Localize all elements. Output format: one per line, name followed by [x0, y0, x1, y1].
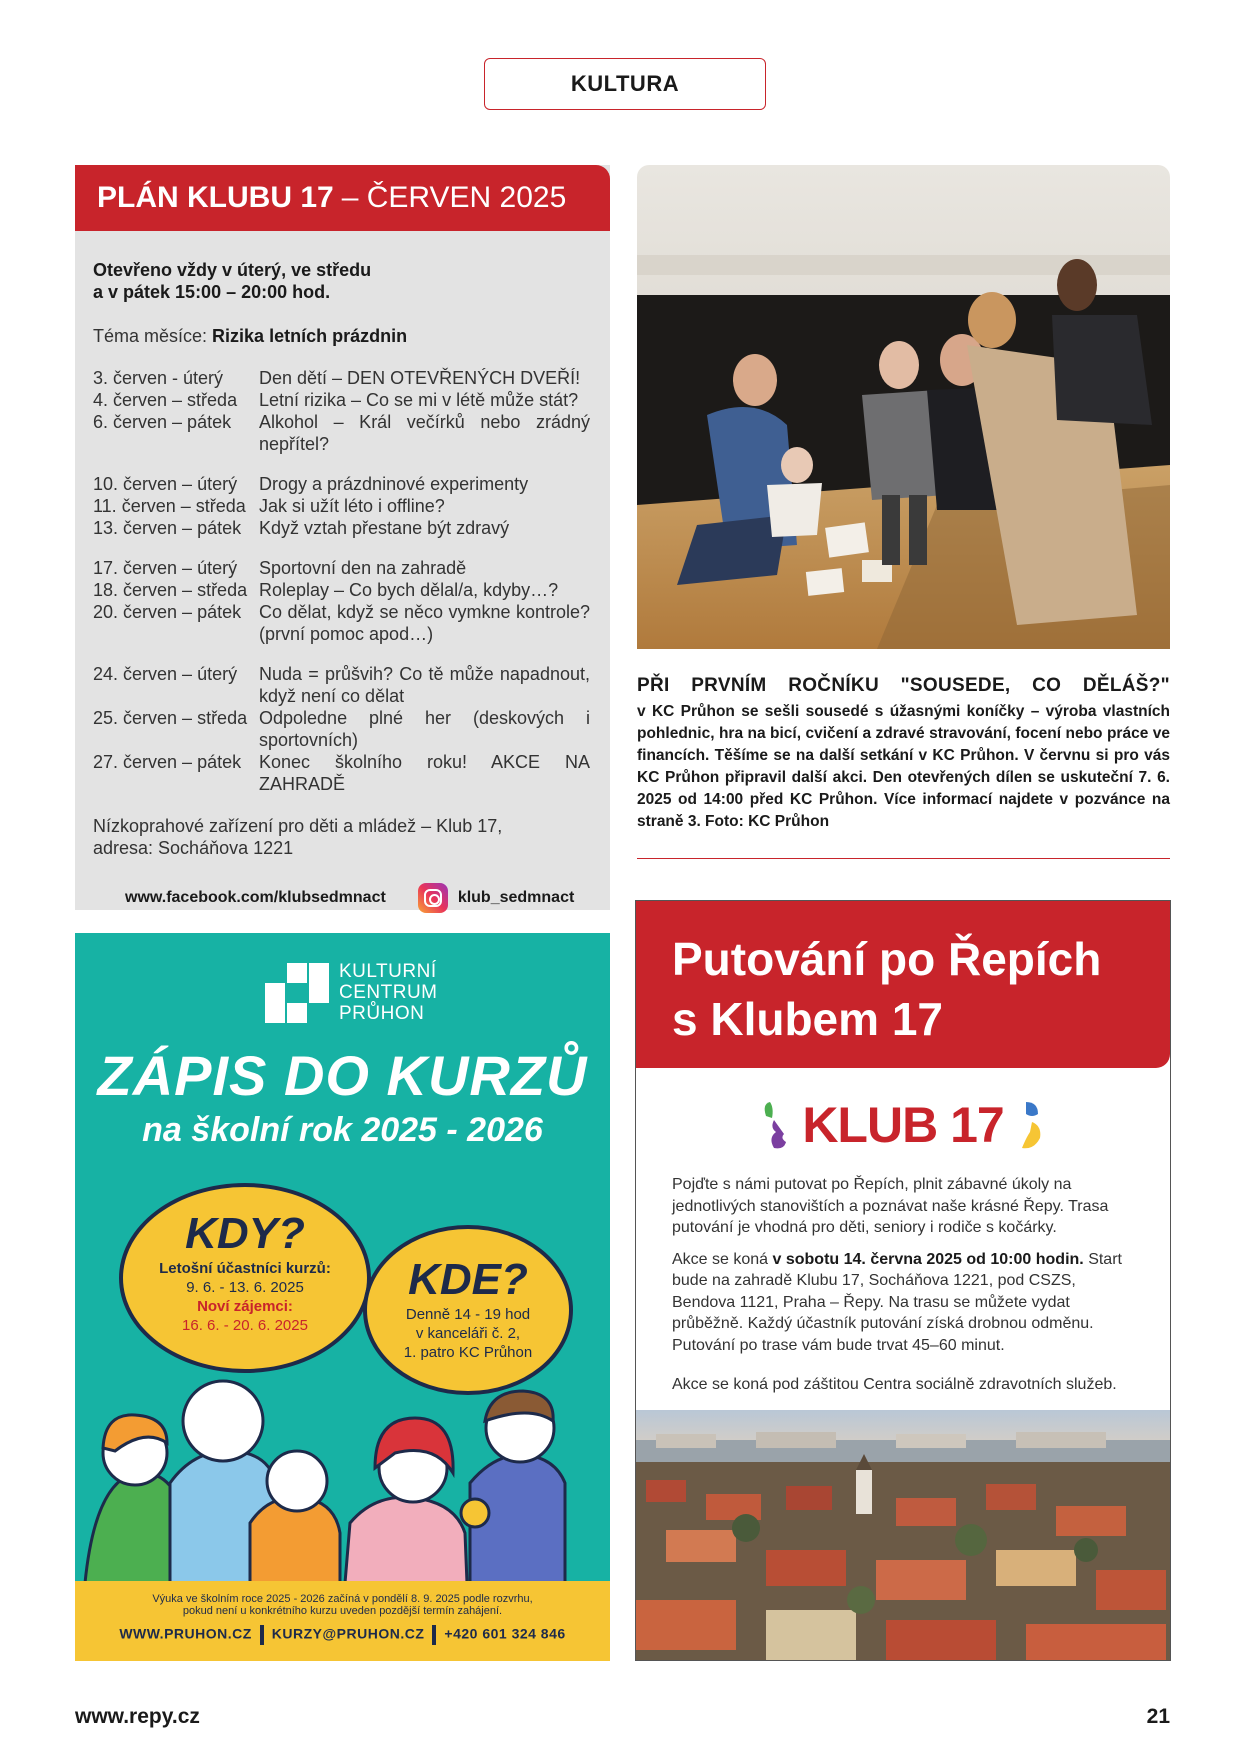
schedule-date: 6. červen – pátek: [93, 412, 232, 432]
club-plan-title: PLÁN KLUBU 17: [97, 181, 334, 214]
ad-footer: Výuka ve školním roce 2025 - 2026 začíná v pondělí 8. 9. 2025 podle rozvrhu, pokud není u konkrétního kurzu uveden pozdější termín zahájení. WWW.PRUHON.CZ KURZY@PRUHON.CZ +420 601 324 846: [75, 1581, 610, 1661]
where-bubble: KDE? Denně 14 - 19 hod v kanceláři č. 2, 1. patro KC Průhon: [363, 1225, 573, 1395]
caption-text: v KC Průhon se sešli sousedé s úžasnými koníčky – výroba vlastních pohlednic, hra na bicí, cvičení a zdravé stravování, focení nebo práce ve financích. Těšíme se na další setkání v KC Průhon. V červnu si pro vás KC Průhon připravil další akci. Den otevřených dílen se uskuteční 7. 6. 2025 od 14:00 před KC Průhon. Více informací najdete v pozvánce na straně 3. Foto: KC Průhon: [637, 703, 1170, 830]
schedule-topic: Nuda = průšvih? Co tě může napadnout, když není co dělat: [259, 664, 590, 706]
schedule-topic: Letní rizika – Co se mi v létě může stát?: [259, 390, 579, 410]
caption-lead: PŘI PRVNÍM ROČNÍKU "SOUSEDE, CO DĚLÁŠ?": [637, 675, 1170, 696]
instagram-icon: [418, 883, 448, 913]
ad-email-link[interactable]: KURZY@PRUHON.CZ: [271, 1625, 425, 1642]
schedule-date: 3. červen - úterý: [93, 368, 224, 388]
hand-foot-icon: [1012, 1098, 1046, 1152]
schedule-row: [93, 663, 590, 707]
schedule-row: [93, 751, 590, 795]
schedule-date: 17. červen – úterý: [93, 558, 238, 578]
ad-title: ZÁPIS DO KURZŮ: [97, 1044, 588, 1107]
ad-web-link[interactable]: WWW.PRUHON.CZ: [119, 1625, 252, 1642]
hand-foot-icon: [760, 1098, 794, 1152]
schedule-date: 24. červen – úterý: [93, 664, 238, 684]
walk-event-box: [635, 900, 1171, 1661]
schedule-row: [93, 557, 590, 579]
schedule-row: [93, 389, 590, 411]
page-number: 21: [1146, 1705, 1170, 1728]
walk-header: Putování po Řepích s Klubem 17: [636, 901, 1170, 1068]
instagram-link[interactable]: klub_sedmnact: [457, 889, 575, 906]
club-address: Nízkoprahové zařízení pro děti a mládež – Klub 17, adresa: Socháňova 1221: [93, 816, 503, 858]
schedule-date: 25. červen – středa: [93, 708, 248, 728]
schedule-row: [93, 601, 590, 645]
schedule-topic: Drogy a prázdninové experimenty: [259, 474, 529, 494]
divider: [637, 858, 1170, 859]
month-theme: Téma měsíce: Rizika letních prázdnin: [93, 326, 408, 346]
klub17-logo: KLUB 17: [636, 1098, 1170, 1152]
schedule-week: [93, 367, 590, 455]
schedule-week: [93, 473, 590, 539]
opening-hours: Otevřeno vždy v úterý, ve středu a v pátek 15:00 – 20:00 hod.: [93, 260, 372, 302]
schedule-row: [93, 579, 590, 601]
schedule-date: 13. červen – pátek: [93, 518, 242, 538]
schedule-week: [93, 557, 590, 645]
schedule-week: [93, 663, 590, 795]
schedule-topic: Konec školního roku! AKCE NA ZAHRADĚ: [259, 752, 590, 794]
section-label: KULTURA: [484, 58, 766, 110]
schedule-row: [93, 367, 590, 389]
schedule-topic: Den dětí – DEN OTEVŘENÝCH DVEŘÍ!: [259, 368, 581, 388]
photo-caption: [637, 675, 1170, 833]
schedule-topic: Když vztah přestane být zdravý: [259, 518, 510, 538]
schedule-topic: Alkohol – Král večírků nebo zrádný nepřítel?: [259, 412, 590, 454]
walk-patronage: Akce se koná pod záštitou Centra sociálně zdravotních služeb.: [672, 1376, 1117, 1393]
kc-logo-icon: [265, 963, 331, 1023]
schedule-topic: Co dělat, když se něco vymkne kontrole? (první pomoc apod…): [259, 602, 590, 644]
walk-details: Akce se koná v sobotu 14. června 2025 od 10:00 hodin. Start bude na zahradě Klubu 17, Socháňova 1221, pod CSZS, Bendova 1121, Praha – Řepy. Na trasu se můžete vydat průběžně. Každý účastník putování získá drobnou odměnu. Putování po trase vám bude trvat 45–60 minut.: [672, 1250, 1122, 1354]
facebook-link[interactable]: www.facebook.com/klubsedmnact: [125, 889, 386, 906]
schedule-row: [93, 495, 590, 517]
course-enrollment-ad: [75, 933, 610, 1661]
when-bubble: KDY? Letošní účastníci kurzů: 9. 6. - 13. 6. 2025 Noví zájemci: 16. 6. - 20. 6. 2025: [119, 1183, 371, 1373]
schedule-date: 10. červen – úterý: [93, 474, 238, 494]
schedule-topic: Sportovní den na zahradě: [259, 558, 467, 578]
schedule-topic: Odpoledne plné her (deskových i sportovních): [259, 708, 590, 750]
ad-subtitle: na školní rok 2025 - 2026: [142, 1111, 543, 1149]
footer-url[interactable]: www.repy.cz: [75, 1705, 200, 1728]
club-plan-month: – ČERVEN 2025: [341, 181, 567, 214]
schedule-row: [93, 517, 590, 539]
schedule-date: 11. červen – středa: [93, 496, 246, 516]
schedule-date: 27. červen – pátek: [93, 752, 242, 772]
repy-aerial-photo: [636, 1410, 1171, 1660]
kc-pruhon-logo: KULTURNÍ CENTRUM PRŮHON: [265, 961, 438, 1024]
schedule: [93, 367, 590, 795]
schedule-row: [93, 473, 590, 495]
schedule-topic: Roleplay – Co bych dělal/a, kdyby…?: [259, 580, 559, 600]
schedule-date: 4. červen – středa: [93, 390, 238, 410]
schedule-topic: Jak si užít léto i offline?: [259, 496, 445, 516]
schedule-row: [93, 411, 590, 455]
walk-intro: Pojďte s námi putovat po Řepích, plnit zábavné úkoly na jednotlivých stanovištích a poznávat naše krásné Řepy. Trasa putování je vhodná pro děti, seniory i rodiče s kočárky.: [672, 1176, 1109, 1236]
schedule-date: 18. červen – středa: [93, 580, 248, 600]
people-illustration: [75, 1373, 610, 1583]
schedule-row: [93, 707, 590, 751]
club-plan-header: [75, 165, 610, 231]
club-plan-box: [75, 165, 610, 910]
ad-phone: +420 601 324 846: [444, 1625, 566, 1642]
schedule-date: 20. červen – pátek: [93, 602, 242, 622]
event-photo: [637, 165, 1170, 649]
